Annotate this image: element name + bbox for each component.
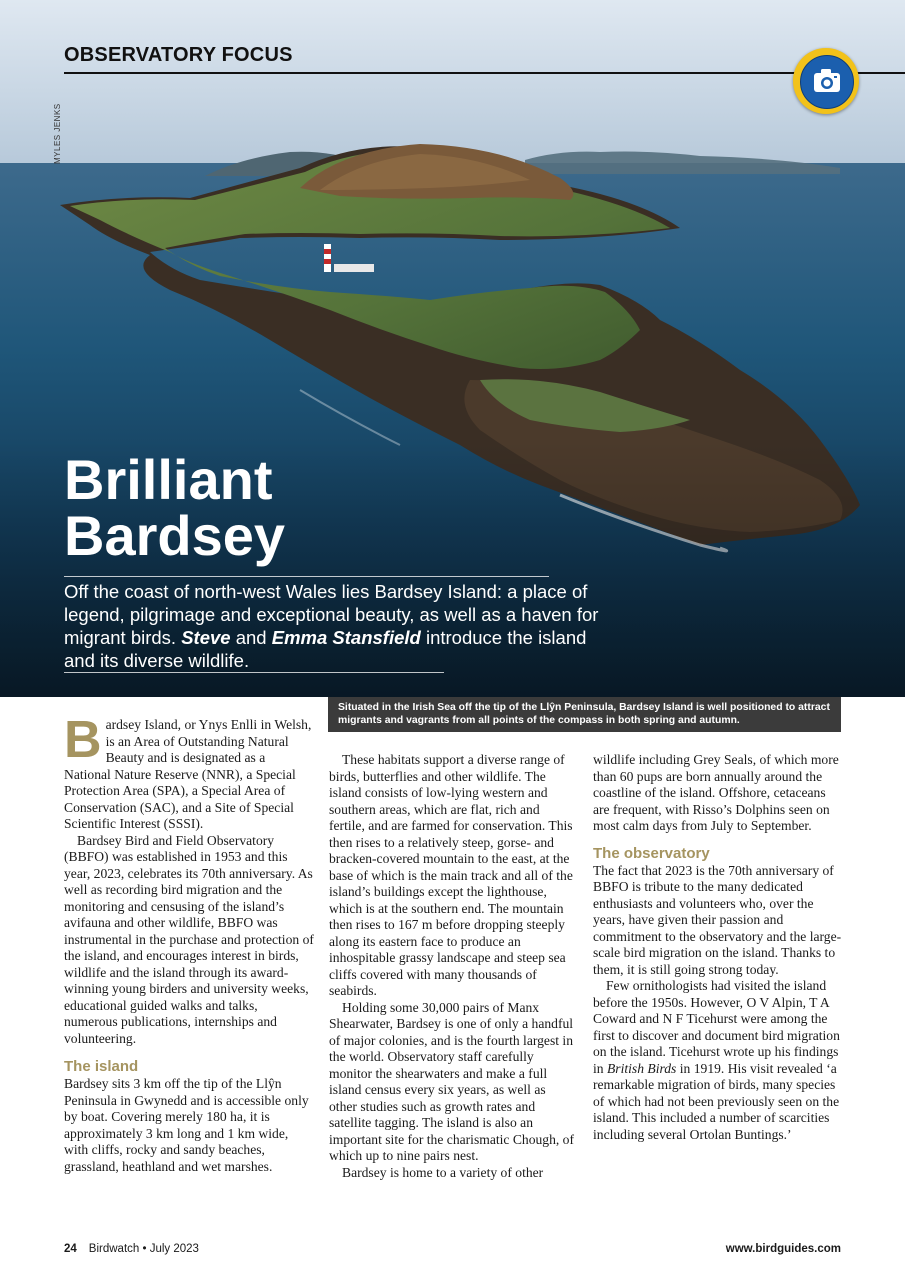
photo-caption: Situated in the Irish Sea off the tip of the Llŷn Peninsula, Bardsey Island is well positioned to attract migrants and vagrants from all points of the compass in both spring and autumn. bbox=[328, 697, 841, 732]
standfirst-rule-top bbox=[64, 576, 549, 577]
photo-credit-text: MYLES JENKS bbox=[53, 103, 62, 164]
article-title bbox=[64, 448, 286, 567]
paragraph-9-end: in 1919. His visit revealed ‘a remarkable migration of birds, many species of which had not been previously seen on the island. This included a number of scarcities including several Ortolan Buntings.’ bbox=[593, 1060, 840, 1142]
badge-inner bbox=[800, 55, 854, 109]
photo-credit bbox=[53, 104, 65, 164]
camera-icon bbox=[801, 56, 853, 108]
paragraph-1-text: ardsey Island, or Ynys Enlli in Welsh, is an Area of Outstanding Natural Beauty and is designated as a National Nature Reserve (NNR), a Special Protection Area (SPA), a Special Area of Conservation (SAC), and a Site of Special Scientific Interest (SSSI). bbox=[64, 717, 312, 831]
standfirst-rule-bottom bbox=[64, 672, 444, 673]
section-label: OBSERVATORY FOCUS bbox=[64, 44, 293, 66]
subhead-the-island: The island bbox=[64, 1058, 139, 1075]
page-number: 24 bbox=[64, 1243, 77, 1255]
paragraph-8: The fact that 2023 is the 70th anniversary of BBFO is tribute to the many dedicated enthusiasts and volunteers who, over the years, have given their passion and commitment to the observatory and the large-scale bird migration on the island. Thanks to them, it is still going strong today. bbox=[593, 862, 842, 977]
paragraph-1 bbox=[64, 711, 314, 833]
magazine-issue: Birdwatch • July 2023 bbox=[88, 1243, 199, 1255]
title-line-2: Bardsey bbox=[64, 504, 286, 567]
footer-left bbox=[64, 1243, 199, 1255]
column-1 bbox=[64, 711, 314, 1175]
footer-website[interactable]: www.birdguides.com bbox=[725, 1243, 841, 1255]
paragraph-4: These habitats support a diverse range of birds, butterflies and other wildlife. The island consists of low-lying western and southern areas, which are flat, rich and fertile, and are farmed for conservation. This then rises to a relatively steep, gorse- and bracken-covered mountain to the east, at the base of which is the main track and all of the island’s buildings except the lighthouse, which is at the southern end. The mountain then rises to 167 m before dropping steeply along its eastern face to produce an inhospitable grassy landscape and steep sea cliffs covered with many thousands of seabirds. bbox=[329, 752, 573, 998]
author-first: Steve bbox=[181, 627, 231, 648]
subhead-the-observatory: The observatory bbox=[593, 844, 710, 862]
title-line-1: Brilliant bbox=[64, 448, 273, 511]
paragraph-9-start: Few ornithologists had visited the island before the 1950s. However, O V Alpin, T A Coward and N F Ticehurst were among the first to discover and document bird migration on the island. Ticehurst wrote up his findings in bbox=[593, 978, 840, 1076]
camera-badge bbox=[793, 48, 859, 114]
drop-cap: B bbox=[64, 711, 102, 769]
standfirst-text: Off the coast of north-west Wales lies Bardsey Island: a place of legend, pilgrimage and exceptional beauty, as well as a haven for migrant birds. bbox=[64, 581, 599, 648]
author-and: and bbox=[235, 627, 267, 648]
paragraph-3: Bardsey sits 3 km off the tip of the Llŷn Peninsula in Gwynedd and is accessible only by boat. Covering merely 180 ha, it is approximately 3 km long and 1 km wide, with cliffs, rocky and sandy beaches, grassland, heathland and wet marshes. bbox=[64, 1076, 309, 1174]
paragraph-7: wildlife including Grey Seals, of which more than 60 pups are born annually around the coastline of the island. Offshore, cetaceans are frequent, with Risso’s Dolphins seen on most calm days from July to September. bbox=[593, 752, 839, 833]
paragraph-6: Bardsey is home to a variety of other bbox=[342, 1164, 544, 1180]
paragraph-2: Bardsey Bird and Field Observatory (BBFO) was established in 1953 and this year, 2023, celebrates its 70th anniversary. As well as recording bird migration and the monitoring and censusing of the island’s avifauna and other wildlife, BBFO was instrumental in the purchase and protection of the island, and encourages interest in birds, wildlife and the island through its award-winning young birders and university weeks, educational guided walks and talks, numerous publications, internships and volunteering. bbox=[64, 832, 314, 1046]
column-2 bbox=[329, 752, 576, 1181]
column-3 bbox=[593, 752, 843, 1143]
standfirst bbox=[64, 580, 604, 672]
section-rule bbox=[64, 72, 905, 74]
journal-title: British Birds bbox=[606, 1060, 677, 1076]
paragraph-9 bbox=[593, 978, 843, 1143]
standfirst-end: introduce the island and its diverse wildlife. bbox=[64, 627, 587, 671]
paragraph-5: Holding some 30,000 pairs of Manx Shearwater, Bardsey is one of only a handful of major colonies, and is the fourth largest in the world. Observatory staff carefully monitor the shearwaters and make a full island census every six years, as well as other studies such as growth rates and satellite tagging. The island is also an important site for the charismatic Chough, of which up to nine pairs nest. bbox=[329, 999, 575, 1163]
author-second: Emma Stansfield bbox=[271, 627, 421, 648]
